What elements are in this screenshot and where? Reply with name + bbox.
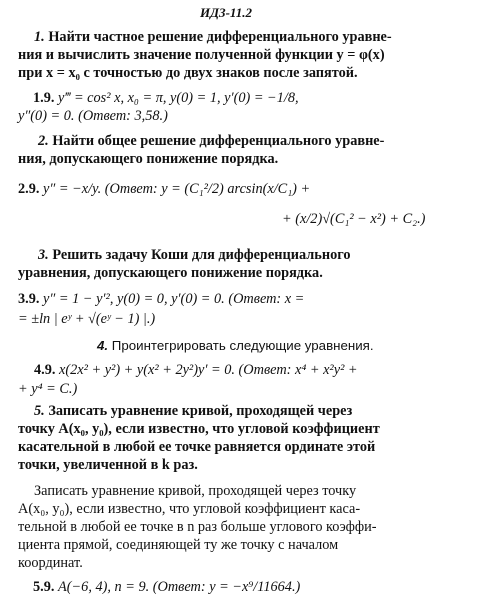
problem-number: 2.9. — [18, 181, 40, 197]
task2-text: Найти общее решение дифференциального уравне- — [52, 133, 385, 149]
problem-1-9-answer: y″(0) = 0. (Ответ: 3,58.) — [18, 108, 168, 124]
problem-4-9 — [34, 361, 358, 379]
task3-text: Решить задачу Коши для дифференциального — [52, 247, 351, 263]
task5-line-2: точку A(x₀, y₀), если известно, что угловой коэффициент — [18, 421, 380, 437]
problem-equation: y″ = 1 − y′², y(0) = 0, y′(0) = 0. (Ответ: x = — [43, 291, 305, 307]
task4-number: 4. — [97, 338, 109, 353]
task2-number: 2. — [38, 133, 49, 149]
task5-par2-line-2: A(x₀, y₀), если известно, что угловой коэффициент каса- — [18, 501, 361, 517]
task5-par2-line-5: координат. — [18, 555, 83, 571]
problem-number: 1.9. — [33, 90, 55, 106]
problem-equation: x(2x² + y²) + y(x² + 2y²)y′ = 0. (Ответ: x⁴ + x²y² + — [59, 362, 358, 378]
task5-par2-line-4: циента прямой, соединяющей ту же точку с началом — [18, 537, 339, 553]
problem-number: 4.9. — [34, 362, 56, 378]
problem-3-9-answer: = ±ln | eʸ + √(eʸ − 1) |.) — [18, 311, 156, 327]
task1-line-3: при x = x₀ с точностью до двух знаков после запятой. — [18, 65, 358, 81]
task5-par2-line-1: Записать уравнение кривой, проходящей через точку — [34, 483, 357, 499]
task5-line-4: точки, увеличенной в k раз. — [18, 457, 198, 473]
problem-5-9 — [33, 578, 300, 596]
task1-number: 1. — [34, 29, 45, 45]
task5-line-1 — [34, 402, 352, 420]
problem-2-9 — [18, 180, 310, 198]
problem-number: 3.9. — [18, 291, 40, 307]
task4-text: Проинтегрировать следующие уравнения. — [111, 338, 374, 353]
problem-1-9 — [33, 89, 299, 107]
task1-line-2: ния и вычислить значение полученной функции y = φ(x) — [18, 47, 385, 63]
problem-equation: y″ = −x/y. (Ответ: y = (C₁²/2) arcsin(x/C₁) + — [43, 181, 311, 197]
task4-line-1 — [97, 337, 374, 355]
task2-line-1 — [38, 132, 384, 150]
page-title: ИДЗ-11.2 — [200, 5, 252, 20]
problem-number: 5.9. — [33, 579, 55, 595]
task5-text: Записать уравнение кривой, проходящей через — [48, 403, 353, 419]
task3-number: 3. — [38, 247, 49, 263]
task5-par2-line-3: тельной в любой ее точке в n раз больше углового коэффи- — [18, 519, 377, 535]
task2-line-2: ния, допускающего понижение порядка. — [18, 151, 279, 167]
problem-equation: y‴ = cos² x, x₀ = π, y(0) = 1, y′(0) = −1/8, — [58, 90, 299, 106]
task5-line-3: касательной в любой ее точке равняется ординате этой — [18, 439, 376, 455]
task5-number: 5. — [34, 403, 45, 419]
problem-4-9-answer: + y⁴ = C.) — [18, 381, 78, 397]
problem-2-9-answer: + (x/2)√(C₁² − x²) + C₂.) — [282, 211, 426, 227]
problem-equation: A(−6, 4), n = 9. (Ответ: y = −x⁹/11664.) — [58, 579, 301, 595]
task3-line-1 — [38, 246, 351, 264]
task1-line-1 — [34, 28, 392, 46]
problem-3-9 — [18, 290, 304, 308]
task3-line-2: уравнения, допускающего понижение порядка. — [18, 265, 323, 281]
task1-text: Найти частное решение дифференциального уравне- — [48, 29, 392, 45]
